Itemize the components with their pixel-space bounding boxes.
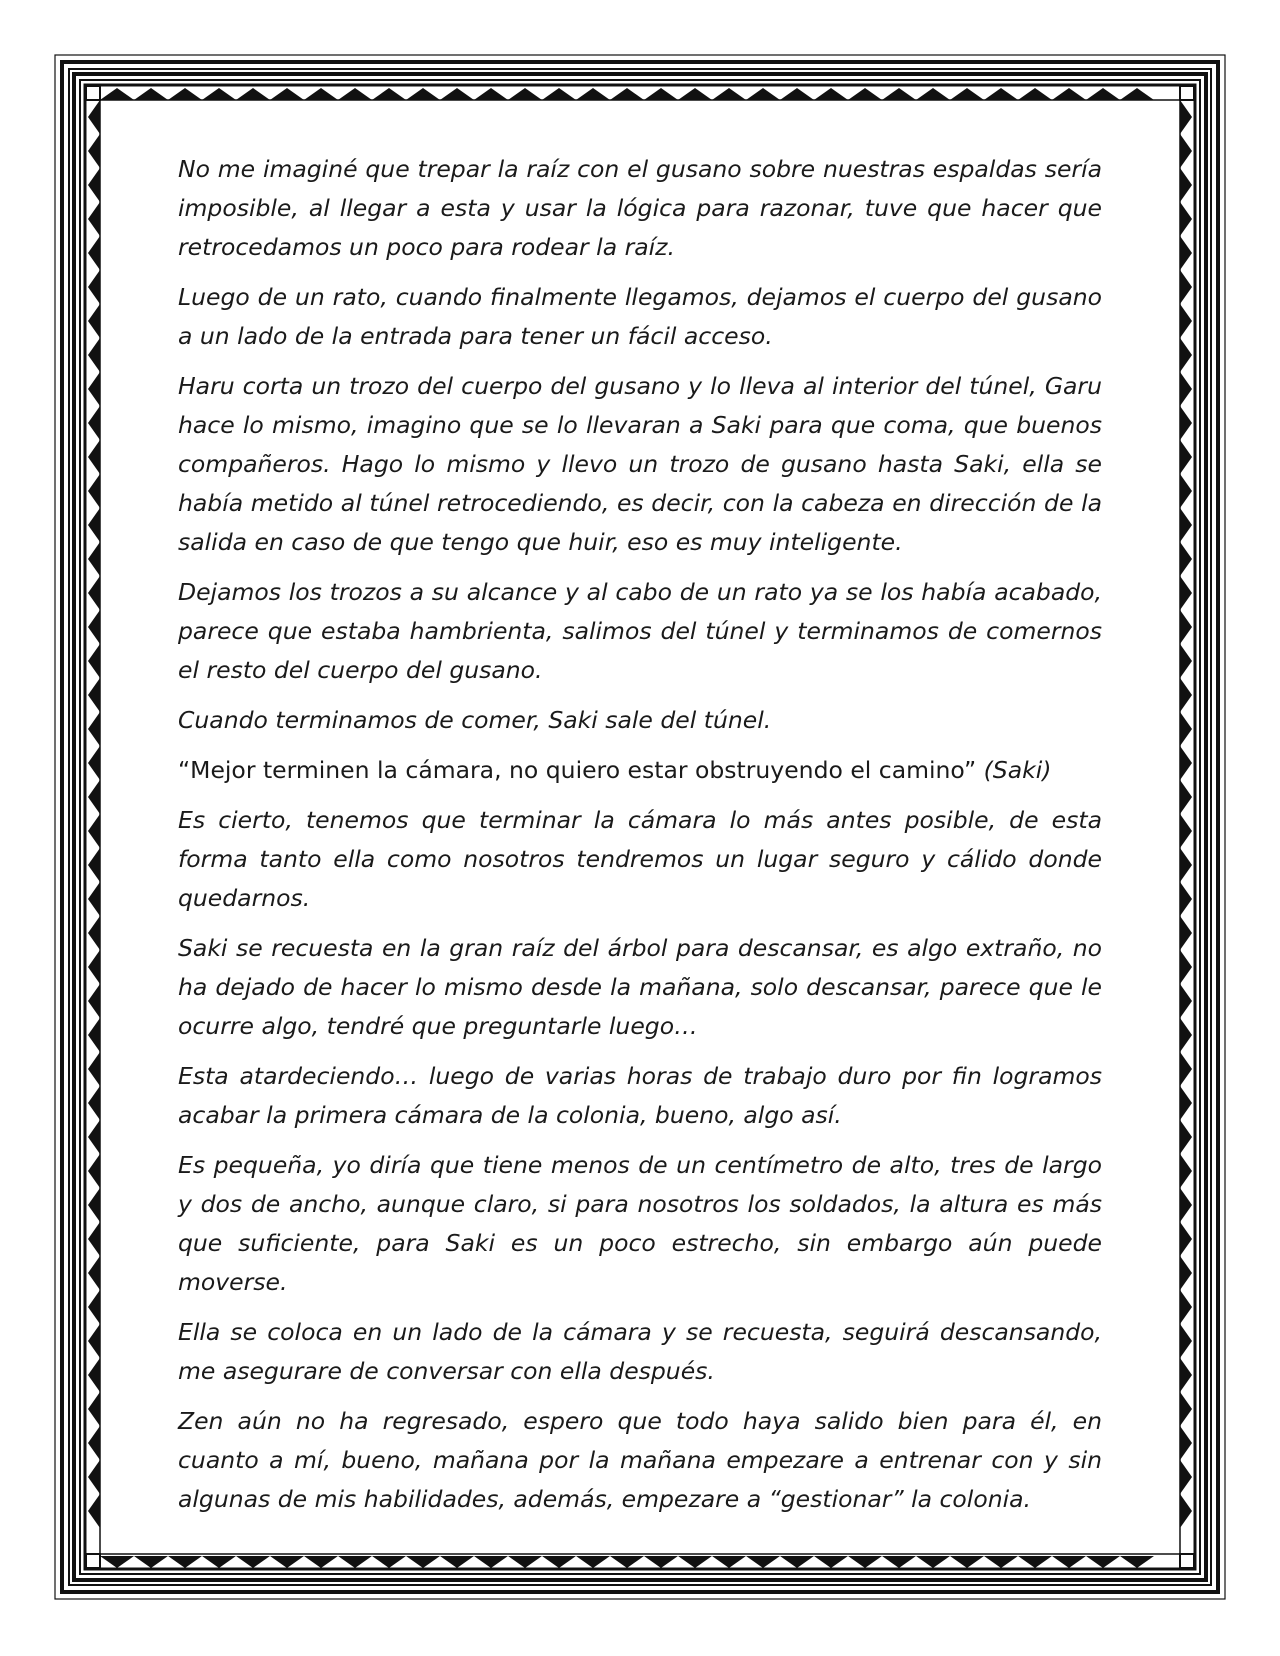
border-triangle (1180, 168, 1192, 202)
border-triangle (88, 1494, 100, 1528)
border-triangle (1180, 644, 1192, 678)
dialogue-paragraph (178, 751, 1102, 790)
border-triangle (168, 1556, 202, 1568)
border-triangle (1180, 1392, 1192, 1426)
paragraph: Zen aún no ha regresado, espero que todo haya salido bien para él, en cuanto a mí, bueno, mañana por la mañana empezare a entrenar con y sin algunas de mis habilidades, además, empezare a “gestionar” la colonia. (178, 1407, 1102, 1513)
border-triangle (88, 610, 100, 644)
border-triangle (1180, 1052, 1192, 1086)
border-triangle (1120, 1556, 1154, 1568)
border-triangle (1180, 1120, 1192, 1154)
border-triangle (950, 88, 984, 100)
border-triangle (1120, 88, 1154, 100)
border-triangle (88, 746, 100, 780)
border-triangle (88, 950, 100, 984)
border-triangle (1180, 780, 1192, 814)
border-triangle (474, 1556, 508, 1568)
border-triangle (1180, 1154, 1192, 1188)
border-triangle (1180, 1018, 1192, 1052)
border-triangle (1180, 542, 1192, 576)
border-triangle (610, 88, 644, 100)
border-triangle (678, 88, 712, 100)
border-triangle (88, 270, 100, 304)
border-line (86, 86, 100, 100)
border-triangle (712, 88, 746, 100)
border-triangle (1180, 1222, 1192, 1256)
border-triangle (88, 1120, 100, 1154)
border-line (1180, 86, 1194, 100)
border-triangle (88, 508, 100, 542)
border-triangle (88, 644, 100, 678)
border-triangle (338, 1556, 372, 1568)
border-triangle (88, 678, 100, 712)
border-triangle (440, 88, 474, 100)
border-triangle (1018, 1556, 1052, 1568)
border-triangle (88, 984, 100, 1018)
paragraph: Es pequeña, yo diría que tiene menos de un centímetro de alto, tres de largo y dos de ancho, aunque claro, si para nosotros los soldados, la altura es más que suficiente, para Saki es un poco estrecho, sin embargo aún puede moverse. (178, 1151, 1102, 1296)
border-triangle (1180, 916, 1192, 950)
border-triangle (950, 1556, 984, 1568)
border-triangle (1180, 1188, 1192, 1222)
border-triangle (88, 406, 100, 440)
border-triangle (882, 1556, 916, 1568)
border-triangle (134, 88, 168, 100)
border-triangle (1180, 576, 1192, 610)
border-triangle (1180, 304, 1192, 338)
border-triangle (88, 1222, 100, 1256)
border-triangle (372, 1556, 406, 1568)
border-triangle (270, 1556, 304, 1568)
border-triangle (712, 1556, 746, 1568)
border-triangle (508, 88, 542, 100)
border-triangle (576, 1556, 610, 1568)
border-triangle (916, 88, 950, 100)
border-triangle (1180, 610, 1192, 644)
paragraph: Dejamos los trozos a su alcance y al cabo de un rato ya se los había acabado, parece que estaba hambrienta, salimos del túnel y terminamos de comernos el resto del cuerpo del gusano. (178, 578, 1102, 684)
border-triangle (88, 236, 100, 270)
border-triangle (1180, 814, 1192, 848)
border-triangle (88, 440, 100, 474)
border-triangle (1180, 1086, 1192, 1120)
border-triangle (644, 1556, 678, 1568)
border-triangle (88, 1052, 100, 1086)
border-triangle (1180, 678, 1192, 712)
border-triangle (440, 1556, 474, 1568)
border-triangle (1180, 406, 1192, 440)
border-triangle (88, 1188, 100, 1222)
border-triangle (1180, 1426, 1192, 1460)
border-triangle (88, 916, 100, 950)
border-triangle (542, 88, 576, 100)
border-triangle (1180, 270, 1192, 304)
document-body (178, 150, 1102, 1530)
border-triangle (780, 1556, 814, 1568)
border-triangle (202, 88, 236, 100)
border-triangle (88, 304, 100, 338)
border-triangle (236, 88, 270, 100)
border-triangle (882, 88, 916, 100)
border-triangle (1180, 372, 1192, 406)
border-triangle (100, 1556, 134, 1568)
border-line (86, 1554, 100, 1568)
border-triangle (304, 88, 338, 100)
border-triangle (508, 1556, 542, 1568)
border-triangle (1086, 1556, 1120, 1568)
border-triangle (88, 780, 100, 814)
border-triangle (88, 1154, 100, 1188)
border-triangle (1018, 88, 1052, 100)
border-triangle (100, 88, 134, 100)
border-triangle (1180, 1358, 1192, 1392)
border-triangle (88, 202, 100, 236)
paragraph: Cuando terminamos de comer, Saki sale del túnel. (178, 706, 772, 734)
border-triangle (88, 882, 100, 916)
border-triangle (372, 88, 406, 100)
border-triangle (1180, 950, 1192, 984)
border-triangle (1180, 1256, 1192, 1290)
border-triangle (88, 712, 100, 746)
border-triangle (168, 88, 202, 100)
border-triangle (88, 576, 100, 610)
paragraph: Esta atardeciendo… luego de varias horas de trabajo duro por fin logramos acabar la primera cámara de la colonia, bueno, algo así. (178, 1062, 1102, 1129)
border-triangle (814, 88, 848, 100)
border-triangle (1180, 1460, 1192, 1494)
border-triangle (848, 1556, 882, 1568)
border-triangle (746, 1556, 780, 1568)
border-triangle (644, 88, 678, 100)
border-triangle (746, 88, 780, 100)
border-triangle (88, 1358, 100, 1392)
border-triangle (1180, 236, 1192, 270)
border-triangle (88, 1086, 100, 1120)
border-triangle (1180, 474, 1192, 508)
border-triangle (1180, 134, 1192, 168)
border-triangle (270, 88, 304, 100)
border-triangle (1180, 202, 1192, 236)
border-triangle (88, 474, 100, 508)
border-triangle (88, 542, 100, 576)
border-triangle (1180, 848, 1192, 882)
border-triangle (88, 1460, 100, 1494)
border-triangle (88, 372, 100, 406)
border-triangle (814, 1556, 848, 1568)
border-triangle (1180, 712, 1192, 746)
border-triangle (338, 88, 372, 100)
border-triangle (984, 1556, 1018, 1568)
paragraph: Saki se recuesta en la gran raíz del árbol para descansar, es algo extraño, no ha dejado de hacer lo mismo desde la mañana, solo descansar, parece que le ocurre algo, tendré que preguntarle luego… (178, 934, 1102, 1040)
border-triangle (916, 1556, 950, 1568)
border-triangle (406, 1556, 440, 1568)
border-triangle (406, 88, 440, 100)
border-triangle (1180, 440, 1192, 474)
paragraph: No me imaginé que trepar la raíz con el gusano sobre nuestras espaldas sería imposible, al llegar a esta y usar la lógica para razonar, tuve que hacer que retrocedamos un poco para rodear la raíz. (178, 155, 1102, 261)
border-triangle (848, 88, 882, 100)
paragraph: Haru corta un trozo del cuerpo del gusano y lo lleva al interior del túnel, Garu hace lo mismo, imagino que se lo llevaran a Saki para que coma, que buenos compañeros. Hago lo mismo y llevo un trozo de gusano hasta Saki, ella se había metido al túnel retrocediendo, es decir, con la cabeza en dirección de la salida en caso de que tengo que huir, eso es muy inteligente. (178, 372, 1102, 556)
border-triangle (236, 1556, 270, 1568)
border-triangle (1180, 746, 1192, 780)
border-triangle (1180, 1324, 1192, 1358)
border-triangle (88, 1324, 100, 1358)
border-triangle (88, 1290, 100, 1324)
border-triangle (780, 88, 814, 100)
border-triangle (304, 1556, 338, 1568)
dialogue-speaker: (Saki) (983, 756, 1052, 784)
border-triangle (678, 1556, 712, 1568)
border-triangle (1052, 1556, 1086, 1568)
border-triangle (88, 848, 100, 882)
border-triangle (1052, 88, 1086, 100)
border-triangle (542, 1556, 576, 1568)
border-line (1180, 1554, 1194, 1568)
border-triangle (88, 100, 100, 134)
border-triangle (576, 88, 610, 100)
border-triangle (1180, 100, 1192, 134)
border-triangle (88, 1018, 100, 1052)
border-triangle (1086, 88, 1120, 100)
border-triangle (984, 88, 1018, 100)
border-triangle (202, 1556, 236, 1568)
paragraph: Es cierto, tenemos que terminar la cámara lo más antes posible, de esta forma tanto ella como nosotros tendremos un lugar seguro y cálido donde quedarnos. (178, 806, 1102, 912)
border-triangle (88, 338, 100, 372)
border-triangle (610, 1556, 644, 1568)
border-triangle (88, 134, 100, 168)
border-triangle (88, 168, 100, 202)
border-triangle (1180, 882, 1192, 916)
border-triangle (1180, 1494, 1192, 1528)
border-triangle (1180, 1290, 1192, 1324)
border-triangle (1180, 984, 1192, 1018)
border-triangle (474, 88, 508, 100)
border-triangle (88, 1392, 100, 1426)
border-triangle (1180, 508, 1192, 542)
border-triangle (88, 1426, 100, 1460)
border-triangle (88, 1256, 100, 1290)
border-triangle (88, 814, 100, 848)
border-triangle (134, 1556, 168, 1568)
dialogue-quote: “Mejor terminen la cámara, no quiero estar obstruyendo el camino” (178, 756, 977, 784)
paragraph: Ella se coloca en un lado de la cámara y se recuesta, seguirá descansando, me asegurare de conversar con ella después. (178, 1318, 1102, 1385)
border-triangle (1180, 338, 1192, 372)
paragraph: Luego de un rato, cuando finalmente llegamos, dejamos el cuerpo del gusano a un lado de la entrada para tener un fácil acceso. (178, 283, 1102, 350)
